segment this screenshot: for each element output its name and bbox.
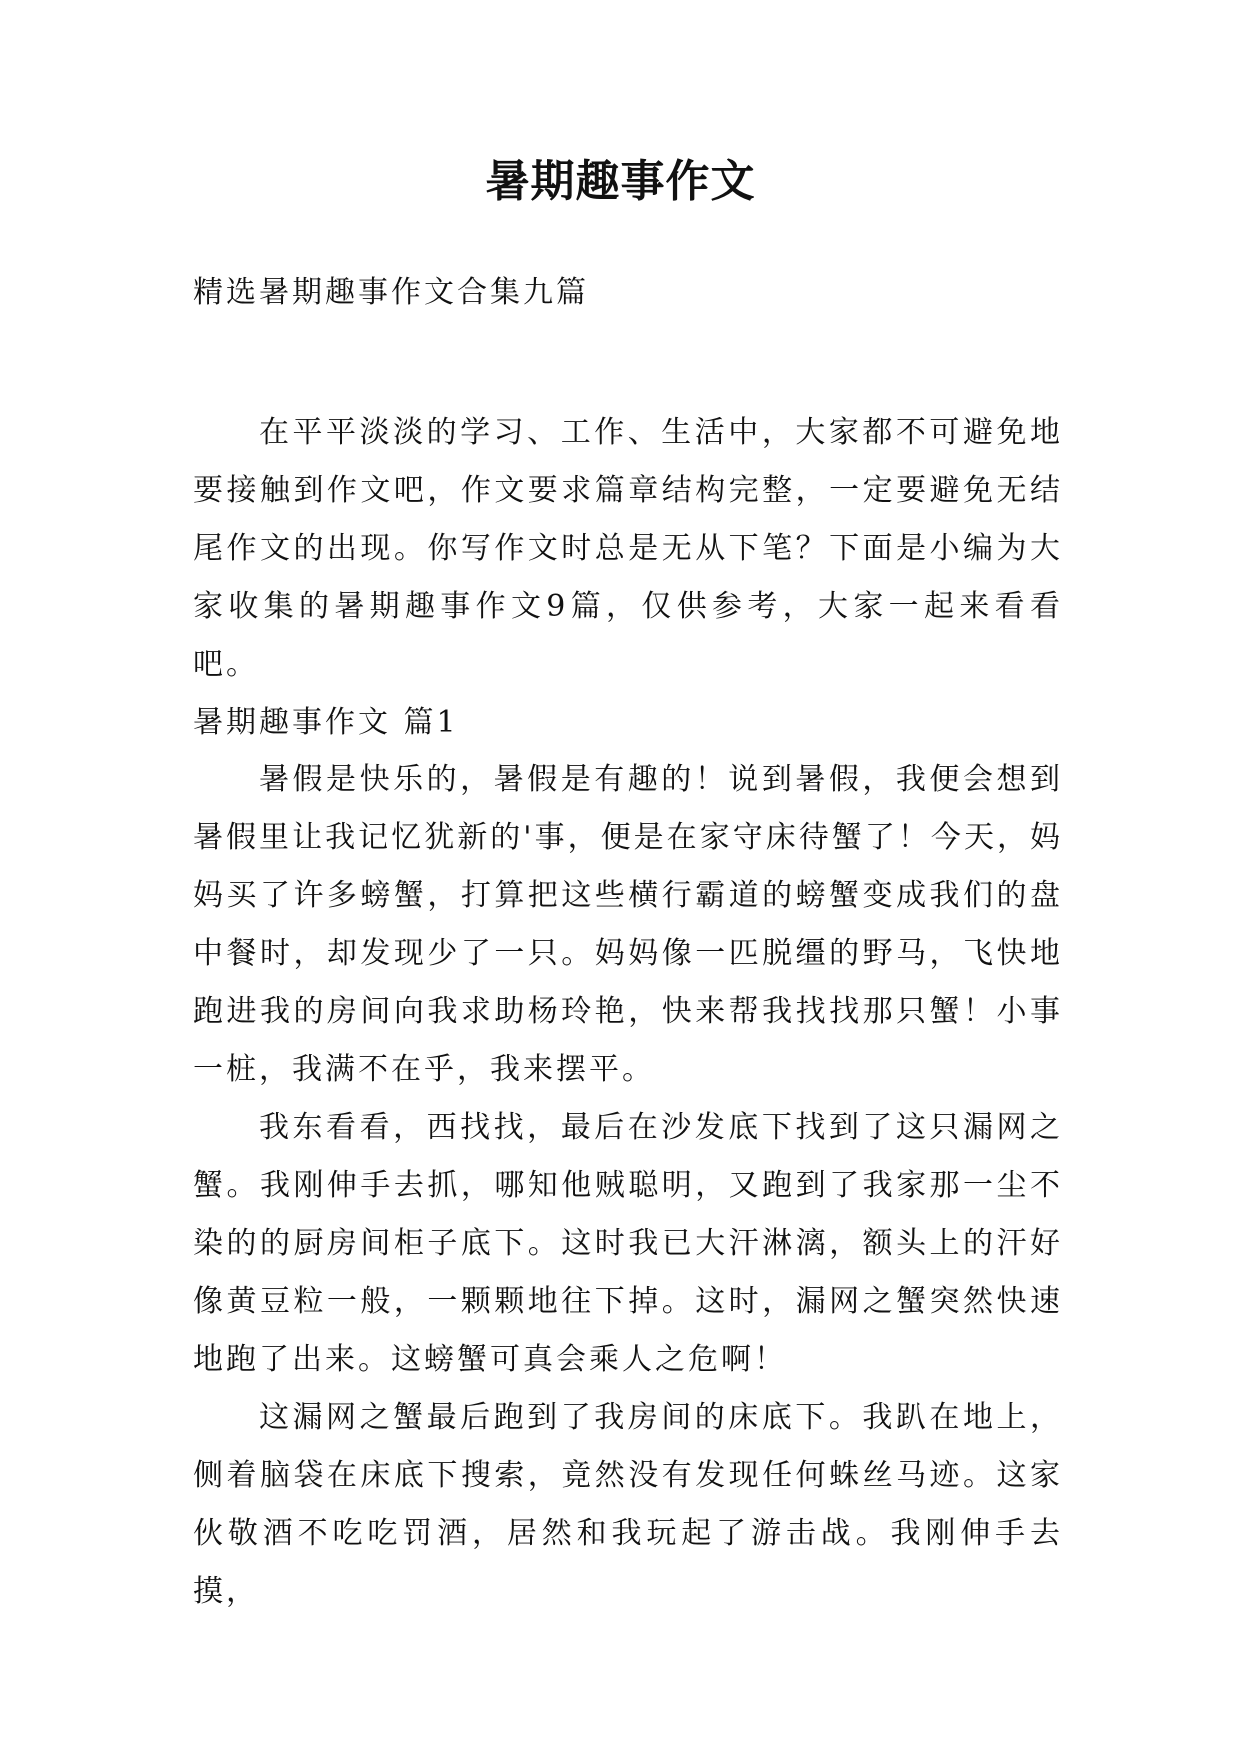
document-subtitle: 精选暑期趣事作文合集九篇 [193,275,589,310]
essay-paragraph: 我东看看，西找找，最后在沙发底下找到了这只漏网之蟹。我刚伸手去抓，哪知他贼聪明，又跑到了我家那一尘不染的的厨房间柜子底下。这时我已大汗淋漓，额头上的汗好像黄豆粒一般，一颗颗地往下掉。这时，漏网之蟹突然快速地跑了出来。这螃蟹可真会乘人之危啊！ [193,1110,1063,1377]
essay-body [193,751,1063,1621]
document-title: 暑期趣事作文 [485,156,756,207]
intro-paragraph: 在平平淡淡的学习、工作、生活中，大家都不可避免地要接触到作文吧，作文要求篇章结构完整，一定要避免无结尾作文的出现。你写作文时总是无从下笔？下面是小编为大家收集的暑期趣事作文9篇，仅供参考，大家一起来看看吧。 [193,415,1063,682]
section-heading: 暑期趣事作文 篇1 [193,705,459,740]
essay-paragraph: 暑假是快乐的，暑假是有趣的！说到暑假，我便会想到暑假里让我记忆犹新的'事，便是在家守床待蟹了！今天，妈妈买了许多螃蟹，打算把这些横行霸道的螃蟹变成我们的盘中餐时，却发现少了一只。妈妈像一匹脱缰的野马，飞快地跑进我的房间向我求助杨玲艳，快来帮我找找那只蟹！小事一桩，我满不在乎，我来摆平。 [193,762,1063,1087]
essay-paragraph: 这漏网之蟹最后跑到了我房间的床底下。我趴在地上，侧着脑袋在床底下搜索，竟然没有发现任何蛛丝马迹。这家伙敬酒不吃吃罚酒，居然和我玩起了游击战。我刚伸手去摸， [193,1400,1063,1609]
